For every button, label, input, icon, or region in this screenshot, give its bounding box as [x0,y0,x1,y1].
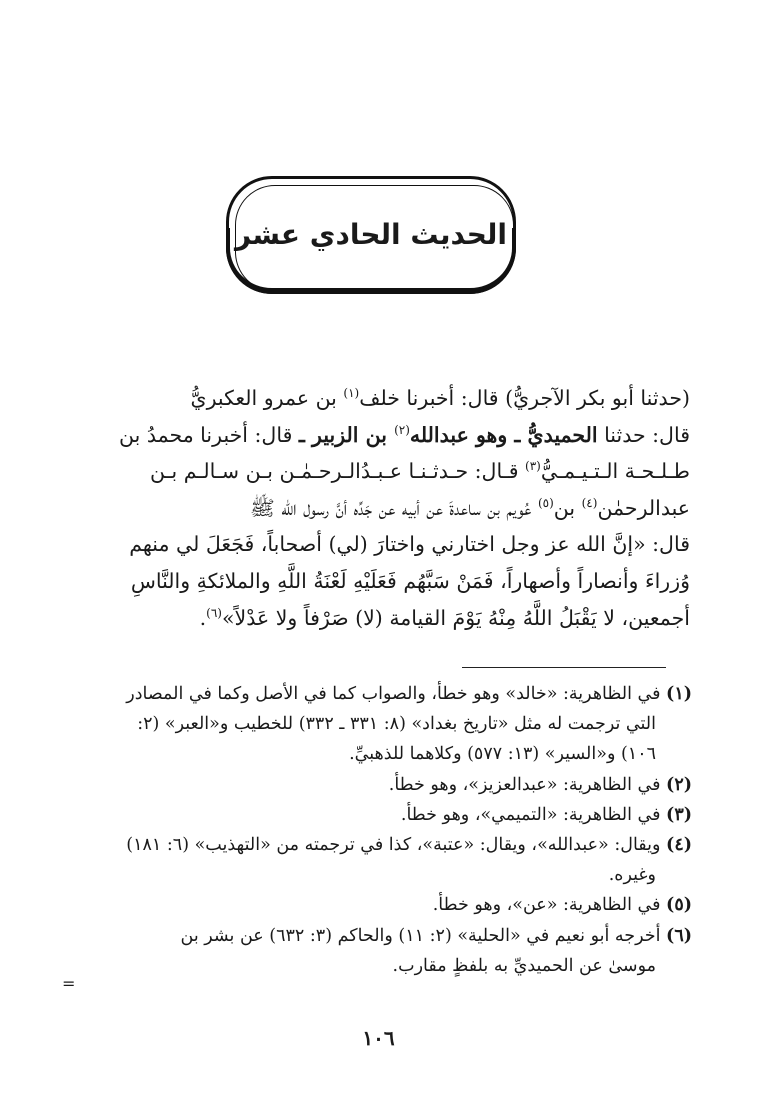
footnote-number: (٦) [666,925,692,946]
continuation-mark: = [62,974,76,993]
body-line-7: أجمعين، لا يَقْبَلُ اللَّهُ مِنْهُ يَوْمَ القيامة (لا) صَرْفاً ولا عَدْلاً»$^{(٦)}$. [199,605,690,630]
footnote-6: (٦) أخرجه أبو نعيم في «الحلية» (٢: ١١) والحاكم (٣: ٦٣٢) عن بشر بن موسىٰ عن الحميديِّ به بلفظٍ مقارب. [180,925,692,976]
footnote-2: (٢) في الظاهرية: «عبدالعزيز»، وهو خطأ. [388,774,692,795]
footnote-1: (١) في الظاهرية: «خالد» وهو خطأ، والصواب كما في الأصل وكما في المصادر التي ترجمت له مثل «تاريخ بغداد» (٨: ٣٣١ ـ ٣٣٢) للخطيب و«العبر» (٢: ١٠٦) و«السير» (١٣: ٥٧٧) وكلاهما للذهبيِّ. [126,684,692,765]
footnote-ref-1: (١) [343,386,360,400]
body-line-1: (حدثنا أبو بكر الآجريُّ) قال: أخبرنا خلف$^{(١)}$ بن عمرو العكبريُّ [190,386,690,410]
body-line-4: عبدالرحمٰن$^{(٤)}$ بن$^{(٥)}$ عُويم بن ساعدةَ عن أبيه عن جَدِّه أنَّ رسول الله ﷺ [250,495,690,520]
footnote-number: (٥) [666,895,692,916]
title-frame [226,176,516,294]
hadith-text [72,380,690,636]
footnote-5: (٥) في الظاهرية: «عن»، وهو خطأ. [432,895,692,916]
body-line-6: وُزراءَ وأنصاراً وأصهاراً، فَمَنْ سَبَّهُم فَعَلَيْهِ لَعْنَةُ اللَّهِ والملائكةِ والنَّاسِ [130,568,690,593]
footnote-ref-5: (٥) [537,495,554,510]
footnote-number: (٢) [666,774,692,795]
footnote-number: (١) [666,684,692,704]
footnote-ref-3: (٣) [525,459,541,474]
footnote-number: (٣) [666,804,692,825]
body-line-3: طـلـحـة الـتـيـمـيُّ$^{(٣)}$ قـال: حـدثـنـا عـبـدُالـرحـمٰـن بـن سـالـم بـن [149,459,690,484]
footnote-ref-2: (٢) [394,422,410,437]
footnote-4: (٤) ويقال: «عبدالله»، ويقال: «عتبة»، كذا في ترجمته من «التهذيب» (٦: ١٨١) وغيره. [126,835,692,886]
footnote-ref-6: (٦) [206,605,222,620]
chapter-title: الحديث الحادي عشر [235,218,507,251]
footnote-ref-4: (٤) [581,495,598,510]
body-line-5: قال: «إنَّ الله عز وجل اختارني واختارَ (لي) أصحاباً، فَجَعَلَ لي منهم [129,532,690,557]
footnote-separator [462,667,666,668]
footnotes [72,679,692,981]
body-line-2: قال: حدثنا الحميديُّ ـ وهو عبدالله$^{(٢)}$ بن الزبير ـ قال: أخبرنا محمدُ بن [119,422,690,447]
page-number: ١٠٦ [362,1026,395,1050]
footnote-3: (٣) في الظاهرية: «التميمي»، وهو خطأ. [400,804,692,825]
footnote-number: (٤) [666,835,692,856]
